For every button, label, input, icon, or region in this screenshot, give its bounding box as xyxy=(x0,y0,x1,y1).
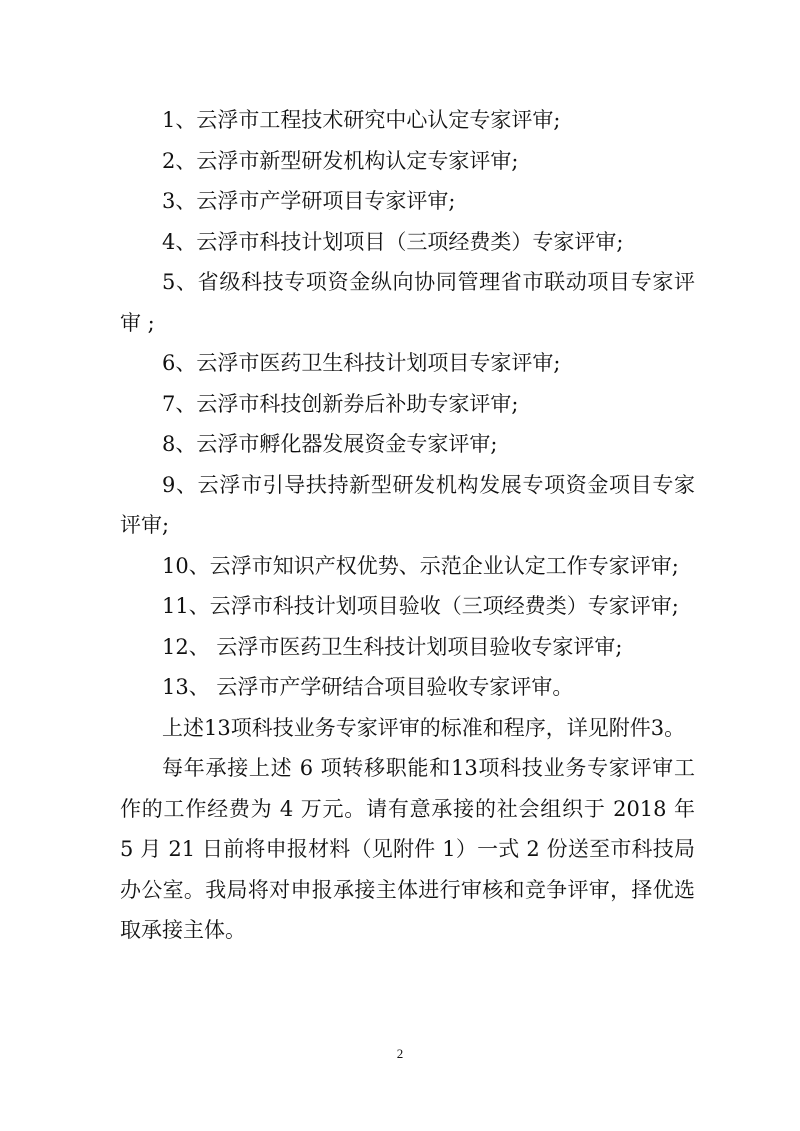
list-item-7: 7、云浮市科技创新券后补助专家评审; xyxy=(162,391,519,416)
list-item-13: 13、 云浮市产学研结合项目验收专家评审。 xyxy=(162,675,574,699)
list-item-11: 11、云浮市科技计划项目验收（三项经费类）专家评审; xyxy=(162,594,679,618)
list-item-5: 5、省级科技专项资金纵向协同管理省市联动项目专家评审 ; xyxy=(120,270,695,335)
page-number: 2 xyxy=(396,1046,404,1061)
document-body xyxy=(120,100,695,951)
list-item-8: 8、云浮市孵化器发展资金专家评审; xyxy=(162,432,498,456)
list-item-2: 2、云浮市新型研发机构认定专家评审; xyxy=(162,148,519,173)
list-item-12: 12、 云浮市医药卫生科技计划项目验收专家评审; xyxy=(162,634,623,659)
list-item-10: 10、云浮市知识产权优势、示范企业认定工作专家评审; xyxy=(162,553,679,578)
standards-paragraph: 上述13项科技业务专家评审的标准和程序，详见附件3。 xyxy=(162,715,686,740)
list-item-4: 4、云浮市科技计划项目（三项经费类）专家评审; xyxy=(162,229,624,254)
list-item-6: 6、云浮市医药卫生科技计划项目专家评审; xyxy=(162,351,561,375)
list-item-3: 3、云浮市产学研项目专家评审; xyxy=(162,189,456,213)
list-item-1: 1、云浮市工程技术研究中心认定专家评审; xyxy=(162,108,561,132)
list-item-9: 9、云浮市引导扶持新型研发机构发展专项资金项目专家评审; xyxy=(120,472,695,537)
funding-paragraph: 每年承接上述 6 项转移职能和13项科技业务专家评审工作的工作经费为 4 万元。请有意承接的社会组织于 2018 年 5 月 21 日前将申报材料（见附件 1）一式 2 份送至市科技局办公室。我局将对申报承接主体进行审核和竞争评审，择优选取承接主体。 xyxy=(120,756,695,942)
